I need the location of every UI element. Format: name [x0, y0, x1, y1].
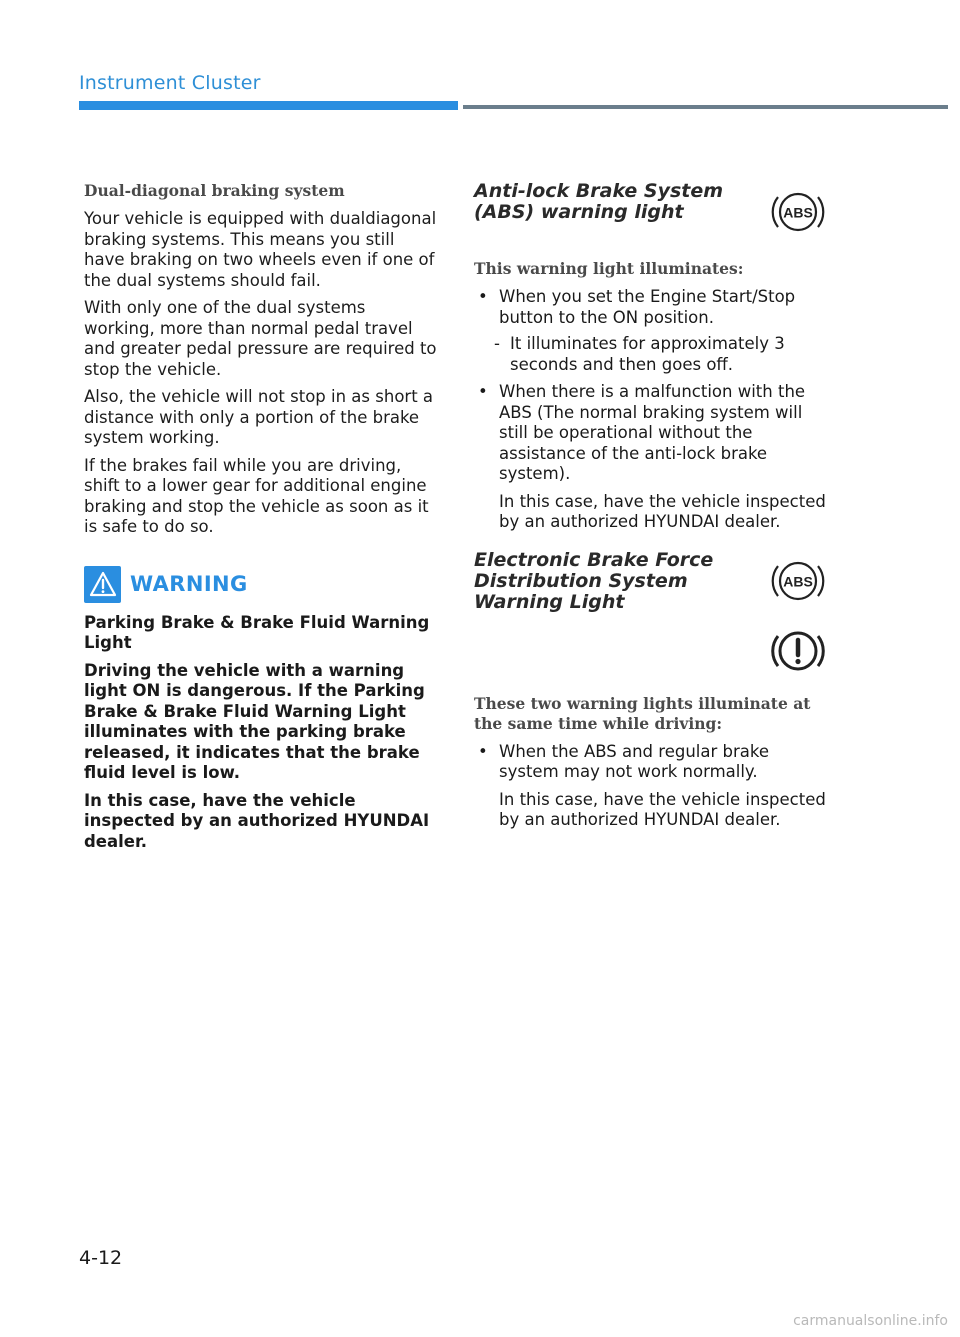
header-rule-gray [463, 105, 948, 109]
ebd-continuation: In this case, have the vehicle inspected by an authorized HYUNDAI dealer. [499, 789, 826, 829]
ebd-section-header [474, 550, 829, 682]
warning-paragraph: Parking Brake & Brake Fluid Warning Light [84, 612, 430, 652]
watermark: carmanualsonline.info [793, 1313, 948, 1329]
header-rule-blue [79, 101, 458, 110]
abs-section-title: Anti-lock Brake System (ABS) warning light [474, 180, 724, 223]
abs-section-header [474, 181, 829, 243]
list-item: • When the ABS and regular brake system may not work normally. [478, 741, 769, 781]
list-item: • When you set the Engine Start/Stop button to the ON position. - It illuminates for approximately 3 seconds and then goes off. [474, 287, 829, 375]
warning-title: WARNING [130, 572, 248, 596]
warning-header [84, 566, 439, 603]
svg-text:ABS: ABS [783, 573, 813, 589]
ebd-section-title: Electronic Brake Force Distribution System Warning Light [474, 548, 714, 613]
warning-triangle-icon [84, 566, 121, 603]
warning-paragraph: Driving the vehicle with a warning light ON is dangerous. If the Parking Brake & Brake Fluid Warning Light illuminates with the parking brake released, it indicates that the brake fluid level is low. [84, 660, 425, 782]
dual-diagonal-heading: Dual-diagonal braking system [84, 181, 345, 200]
abs-bullet-list [474, 287, 829, 485]
abs-subheading: This warning light illuminates: [474, 259, 744, 278]
body-paragraph: Also, the vehicle will not stop in as short a distance with only a portion of the brake system working. [84, 387, 434, 447]
abs-warning-icon [767, 181, 829, 243]
warning-paragraph: In this case, have the vehicle inspected by an authorized HYUNDAI dealer. [84, 790, 430, 851]
body-paragraph: Your vehicle is equipped with dualdiagonal braking systems. This means you still have braking on two wheels even if one of the dual systems should fail. [84, 209, 437, 290]
ebd-bullet-list [474, 742, 829, 783]
body-paragraph: If the brakes fail while you are driving, shift to a lower gear for additional engine braking and stop the vehicle as soon as it is safe to do so. [84, 455, 429, 536]
body-paragraph: With only one of the dual systems working, more than normal pedal travel and greater pedal pressure are required to stop the vehicle. [84, 298, 437, 379]
ebd-icon-stack [767, 550, 829, 682]
page-number: 4-12 [79, 1247, 123, 1269]
abs-continuation: In this case, have the vehicle inspected by an authorized HYUNDAI dealer. [499, 491, 826, 531]
sub-item: - It illuminates for approximately 3 seconds and then goes off. [494, 334, 785, 374]
left-column [84, 181, 439, 859]
brake-exclamation-icon [767, 620, 829, 682]
right-column [474, 181, 829, 838]
svg-text:ABS: ABS [783, 204, 813, 221]
list-item: • When there is a malfunction with the ABS (The normal braking system will still be operational without the assistance of the anti-lock brake system). [478, 382, 806, 483]
section-title: Instrument Cluster [79, 72, 261, 94]
ebd-subheading: These two warning lights illuminate at the same time while driving: [474, 693, 811, 733]
abs-warning-icon [767, 550, 829, 612]
